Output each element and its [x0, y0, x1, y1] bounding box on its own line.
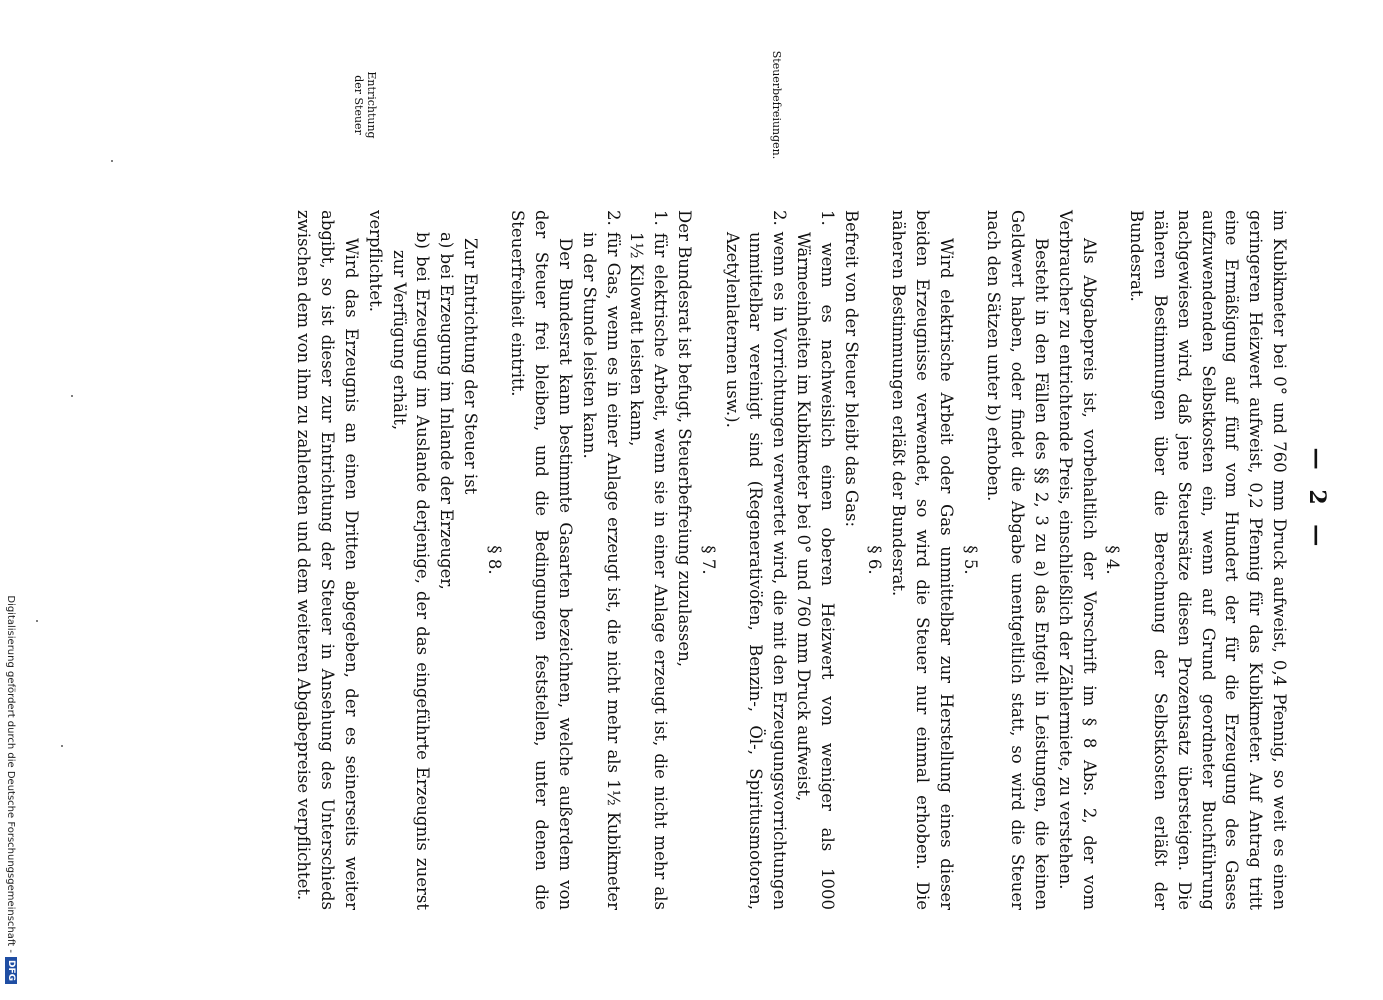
section-7-heading: § 7.	[698, 545, 718, 575]
section-8-heading: § 8.	[484, 545, 504, 575]
footer-text: Digitalisierung gefördert durch die Deutsche Forschungsgemeinschaft -	[5, 595, 17, 953]
section-5-heading: § 5.	[960, 545, 980, 575]
section-8-tail: verpflichtet.	[365, 210, 385, 312]
section-8-paragraph-2: Wird das Erzeugnis an einen Dritten abgegeben, der es seinerseits weiter abgibt, so ist dieser zur Entrichtung der Steuer in Ansehung des Unterschieds zwischen dem von ihm zu zahlenden und dem weiteren Abgabepreise verpflichtet.	[294, 210, 361, 910]
section-8-item-b: b) bei Erzeugung im Auslande derjenige, der das eingeführte Erzeugnis zuerst zur Verfügung erhält,	[389, 232, 433, 910]
section-4-paragraph-2: Besteht in den Fällen des §§ 2, 3 zu a) das Entgelt in Leistungen, die keinen Geldwert haben, oder findet die Abgabe unentgeltlich statt, so wird die Steuer nach den Sätzen unter b) erhoben.	[984, 210, 1052, 910]
section-7-intro: Der Bundesrat ist befugt, Steuerbefreiung zuzulassen,	[675, 210, 695, 667]
dfg-logo: DFG	[5, 957, 17, 984]
section-6-item-1: 1. wenn es nachweislich einen oberen Heizwert von weniger als 1000 Wärmeeinheiten im Kubikmeter bei 0° und 760 mm Druck aufweist,	[794, 210, 837, 910]
section-7-item-2: 2. für Gas, wenn es in einer Anlage erzeugt ist, die nicht mehr als 1½ Kubikmeter in der Stunde leisten kann.	[579, 210, 623, 910]
margin-note-entrichtung	[352, 40, 378, 170]
section-8-item-a: a) bei Erzeugung im Inlande der Erzeuger,	[437, 232, 457, 590]
section-6-item-2: 2. wenn es in Vorrichtungen verwertet wird, die mit den Erzeugungsvorrichtungen unmittelbar vereinigt sind (Regenerativöfen, Benzin-, Öl-, Spiritusmotoren, Azetylenlaternen usw.).	[722, 210, 790, 910]
section-4-paragraph-1: Als Abgabepreis ist, vorbehaltlich der Vorschrift im § 8 Abs. 2, der vom Verbraucher zu entrichtende Preis, einschließlich der Zählermiete, zu verstehen.	[1055, 210, 1099, 910]
speck-2	[71, 395, 73, 397]
page-number: — 2 —	[1304, 447, 1330, 553]
section-7-paragraph-2: Der Bundesrat kann bestimmte Gasarten bezeichnen, welche außerdem von der Steuer frei bleiben, und die Bedingungen feststellen, unter denen die Steuerfreiheit eintritt.	[508, 210, 576, 910]
margin-note-entrichtung-line-1: Entrichtung	[365, 71, 378, 139]
digitization-footer	[0, 0, 22, 1000]
section-6-heading: § 6.	[865, 545, 885, 575]
section-6-intro: Befreit von der Steuer bleibt das Gas:	[841, 210, 861, 528]
intro-paragraph: im Kubikmeter bei 0° und 760 mm Druck aufweist, 0,4 Pfennig, so weit es einen geringeren Heizwert aufweist, 0,2 Pfennig für das Kubikmeter. Auf Antrag tritt eine Ermäßigung auf fünf vom Hundert der für die Erzeugung des Gases aufzuwendenden Selbstkosten ein, wenn auf Grund geordneter Buchführung nachgewiesen wird, daß jene Steuersätze diesen Prozentsatz übersteigen. Die näheren Bestimmungen über die Berechnung der Selbstkosten erläßt der Bundesrat.	[1127, 210, 1289, 910]
margin-note-entrichtung-line-2: der Steuer	[352, 75, 365, 135]
body-text	[292, 210, 1291, 910]
section-8-intro: Zur Entrichtung der Steuer ist	[460, 238, 480, 495]
section-4-heading: § 4.	[1103, 545, 1123, 575]
speck-3	[36, 620, 38, 622]
section-5-paragraph: Wird elektrische Arbeit oder Gas unmittelbar zur Herstellung eines dieser beiden Erzeugnisse verwendet, so wird die Steuer nur einmal erhoben. Die näheren Bestimmungen erläßt der Bundesrat.	[889, 210, 956, 910]
speck-4	[61, 745, 63, 747]
section-7-item-1: 1. für elektrische Arbeit, wenn sie in einer Anlage erzeugt ist, die nicht mehr als 1½ Kilowatt leisten kann,	[627, 210, 671, 910]
speck-1	[111, 160, 113, 162]
margin-note-steuerbefreiungen: Steuerbefreiungen.	[770, 50, 783, 160]
